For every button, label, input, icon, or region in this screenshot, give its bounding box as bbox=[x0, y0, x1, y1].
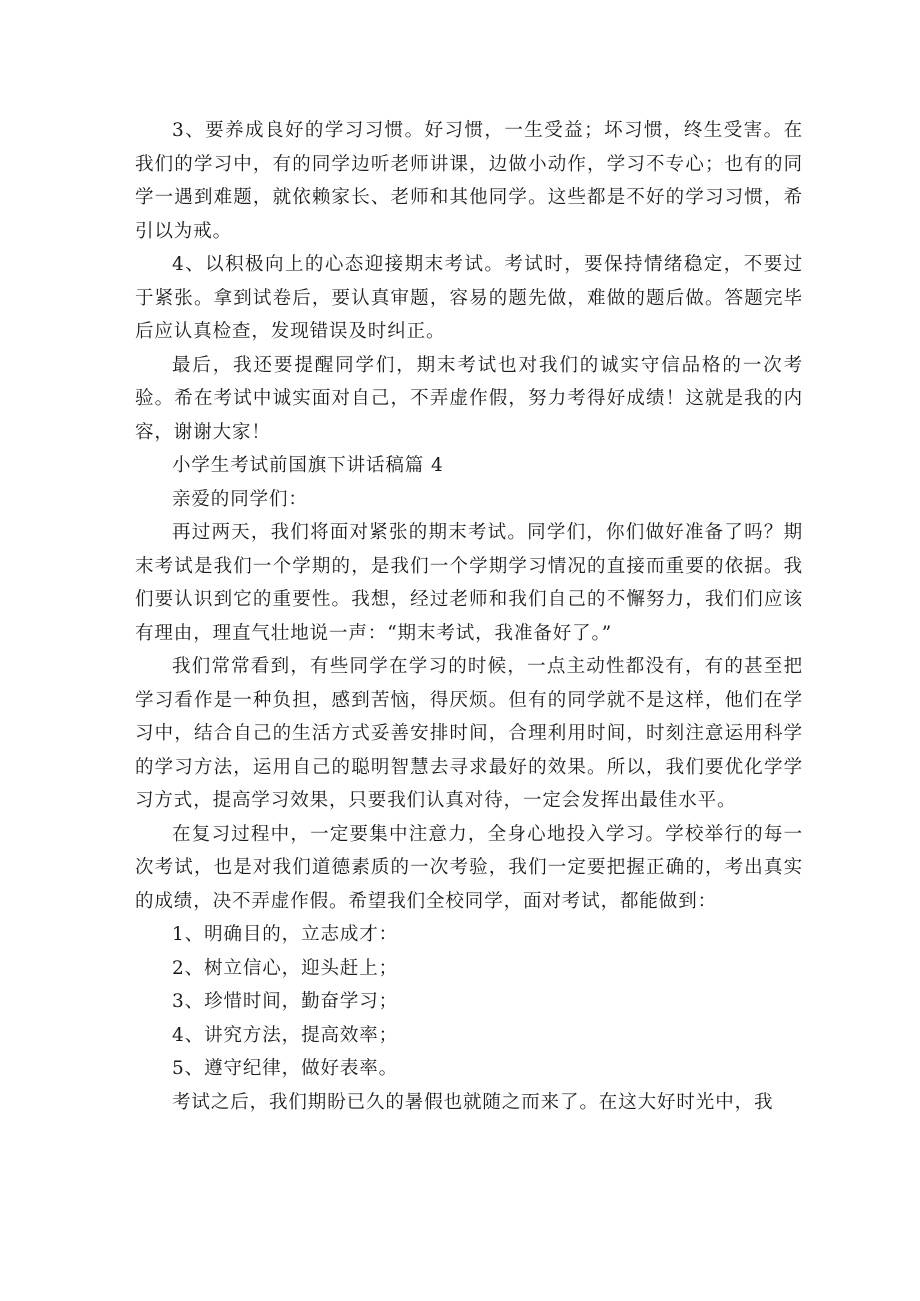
paragraph-exam-ready: 再过两天，我们将面对紧张的期末考试。同学们，你们做好准备了吗？期末考试是我们一个学期的，是我们一个学期学习情况的直接而重要的依据。我们要认识到它的重要性。我想，经过老师和我们自己的不懈努力，我们们应该有理由，理直气壮地说一声：“期末考试，我准备好了。” bbox=[135, 522, 803, 644]
section-heading: 小学生考试前国旗下讲话稿篇 4 bbox=[172, 455, 444, 476]
salutation: 亲爱的同学们： bbox=[172, 488, 308, 510]
list-item: 1、明确目的，立志成才： bbox=[172, 924, 399, 945]
paragraph-study-methods: 我们常常看到，有些同学在学习的时候，一点主动性都没有，有的甚至把学习看作是一种负担，感到苦恼，得厌烦。但有的同学就不是这样，他们在学习中，结合自己的生活方式妥善安排时间，合理利用时间，时刻注意运用科学的学习方法，运用自己的聪明智慧去寻求最好的效果。所以，我们要优化学学习方式，提高学习效果，只要我们认真对待，一定会发挥出最佳水平。 bbox=[135, 656, 803, 811]
list-item: 3、珍惜时间，勤奋学习； bbox=[172, 991, 399, 1012]
list-item: 5、遵守纪律，做好表率。 bbox=[172, 1058, 399, 1079]
paragraph-summer-break: 考试之后，我们期盼已久的暑假也就随之而来了。在这大好时光中，我 bbox=[172, 1091, 774, 1113]
paragraph-exam-attitude: 4、以积极向上的心态迎接期末考试。考试时，要保持情绪稳定，不要过于紧张。拿到试卷后，要认真审题，容易的题先做，难做的题后做。答题完毕后应认真检查，发现错误及时纠正。 bbox=[135, 254, 803, 342]
list-item: 2、树立信心，迎头赶上； bbox=[172, 957, 399, 979]
document-body bbox=[135, 114, 803, 1119]
paragraph-review-focus: 在复习过程中，一定要集中注意力，全身心地投入学习。学校举行的每一次考试，也是对我们道德素质的一次考验，我们一定要把握正确的，考出真实的成绩，决不弄虚作假。希望我们全校同学，面对考试，都能做到： bbox=[135, 823, 803, 912]
paragraph-closing-reminder: 最后，我还要提醒同学们，期末考试也对我们的诚实守信品格的一次考验。希在考试中诚实面对自己，不弄虚作假，努力考得好成绩！这就是我的内容，谢谢大家！ bbox=[135, 354, 803, 443]
list-item: 4、讲究方法，提高效率； bbox=[172, 1024, 399, 1046]
paragraph-habits: 3、要养成良好的学习习惯。好习惯，一生受益；坏习惯，终生受害。在我们的学习中，有的同学边听老师讲课，边做小动作，学习不专心；也有的同学一遇到难题，就依赖家长、老师和其他同学。这些都是不好的学习习惯，希引以为戒。 bbox=[135, 120, 803, 242]
